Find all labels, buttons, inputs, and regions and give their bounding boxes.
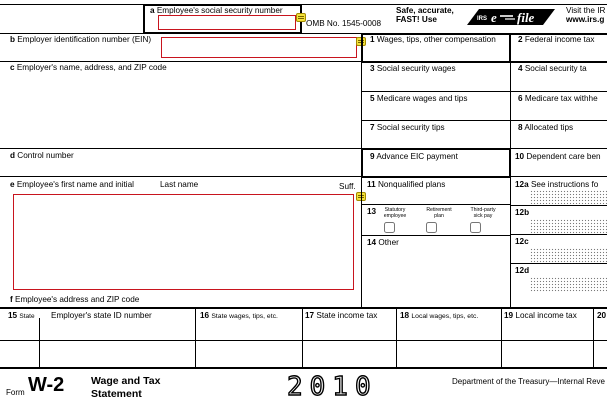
box-10-label: 10 Dependent care ben (515, 152, 601, 161)
control-number-label: d Control number (10, 151, 74, 160)
state-bottom-rule (0, 367, 607, 369)
box-19-label: 19 Local income tax (504, 311, 577, 320)
box-15-label: 15 State (8, 311, 35, 320)
row-rule-12c (510, 234, 607, 235)
box-3-label: 3 Social security wages (370, 64, 456, 73)
svg-text:e: e (491, 10, 497, 25)
box-1-label: 1 Wages, tips, other compensation (370, 35, 496, 44)
row-rule-3 (361, 120, 607, 121)
box-12a-code-shade (530, 190, 607, 204)
state-top-rule (0, 307, 607, 309)
box-17-label: 17 State income tax (305, 311, 378, 320)
department-text: Department of the Treasury—Internal Reve (452, 377, 605, 386)
row-rule-1 (361, 62, 607, 63)
last-name-label: Last name (160, 180, 199, 189)
form-name: W-2 (28, 374, 65, 396)
form-title-line-1: Wage and Tax (91, 375, 161, 387)
state-col-divider-16 (195, 308, 196, 368)
row-rule-4 (510, 148, 607, 149)
employee-address-label: f Employee's address and ZIP code (10, 295, 140, 304)
ein-bottom-rule (0, 61, 362, 62)
state-col-divider-17 (302, 308, 303, 368)
form-title-line-2: Statement (91, 388, 142, 400)
box-12d-label: 12d (515, 266, 530, 275)
box-16-label: 16 State wages, tips, etc. (200, 311, 278, 320)
box-12a-label: 12a See instructions fo (515, 180, 599, 189)
box-2-label: 2 Federal income tax (518, 35, 595, 44)
row-rule-7 (361, 235, 510, 236)
employer-name-label: c Employer's name, address, and ZIP code (10, 63, 167, 72)
row-rule-2 (361, 91, 607, 92)
row-rule-5 (510, 176, 607, 177)
row-rule-12d (510, 263, 607, 264)
employer-bottom-rule (0, 148, 362, 149)
state-mid-rule (0, 340, 607, 341)
ein-input[interactable] (161, 37, 357, 58)
form-word: Form (6, 388, 25, 397)
box-4-label: 4 Social security ta (518, 64, 587, 73)
box-15-id-label: Employer's state ID number (51, 311, 152, 320)
state-col-divider-20 (593, 308, 594, 368)
box-12c-label: 12c (515, 237, 529, 246)
box-12c-code-shade (530, 248, 607, 263)
row-rule-6 (361, 204, 510, 205)
promo-line-2: FAST! Use (396, 15, 437, 24)
box-18-label: 18 Local wages, tips, etc. (400, 311, 479, 320)
control-bottom-rule (0, 176, 362, 177)
box-11-label: 11 Nonqualified plans (367, 180, 446, 189)
box-9-label: 9 Advance EIC payment (370, 152, 458, 161)
state-col-divider-19 (501, 308, 502, 368)
omb-number: OMB No. 1545-0008 (306, 19, 382, 28)
promo-line-1: Safe, accurate, (396, 6, 454, 15)
suffix-label: Suff. (339, 182, 356, 191)
box-12b-code-shade (530, 219, 607, 234)
statutory-employee-label: Statutory employee (383, 207, 407, 219)
box-12d-code-shade (530, 277, 607, 292)
ssn-label: a Employee's social security number (150, 6, 283, 15)
retirement-plan-label: Retirement plan (426, 207, 452, 219)
box-20-label: 20 (597, 311, 607, 320)
svg-text:IRS: IRS (477, 16, 488, 22)
employee-name-label: e Employee's first name and initial (10, 180, 134, 189)
ssn-input[interactable] (158, 15, 296, 30)
svg-text:file: file (517, 10, 535, 25)
top-rule (0, 4, 607, 5)
third-party-sick-pay-label: Third-party sick pay (470, 207, 496, 219)
ssn-note-icon[interactable] (296, 13, 306, 22)
state-col-divider-a (39, 318, 40, 368)
box-8-label: 8 Allocated tips (518, 123, 574, 132)
statutory-employee-checkbox[interactable] (384, 222, 395, 233)
efile-logo (465, 7, 557, 28)
box-13-number: 13 (367, 207, 377, 216)
third-party-sick-pay-checkbox[interactable] (470, 222, 481, 233)
visit-url[interactable]: www.irs.g (566, 15, 605, 24)
visit-text: Visit the IR (566, 6, 606, 15)
row-rule-12b (510, 205, 607, 206)
ein-label: b Employer identification number (EIN) (10, 35, 152, 44)
box-5-label: 5 Medicare wages and tips (370, 94, 468, 103)
box-12b-label: 12b (515, 208, 530, 217)
retirement-plan-checkbox[interactable] (426, 222, 437, 233)
state-col-divider-18 (396, 308, 397, 368)
tax-year: 2010 (287, 372, 378, 402)
box-14-label: 14 Other (367, 238, 399, 247)
box-7-label: 7 Social security tips (370, 123, 445, 132)
box-6-label: 6 Medicare tax withhe (518, 94, 598, 103)
employee-name-address-input[interactable] (13, 194, 354, 290)
